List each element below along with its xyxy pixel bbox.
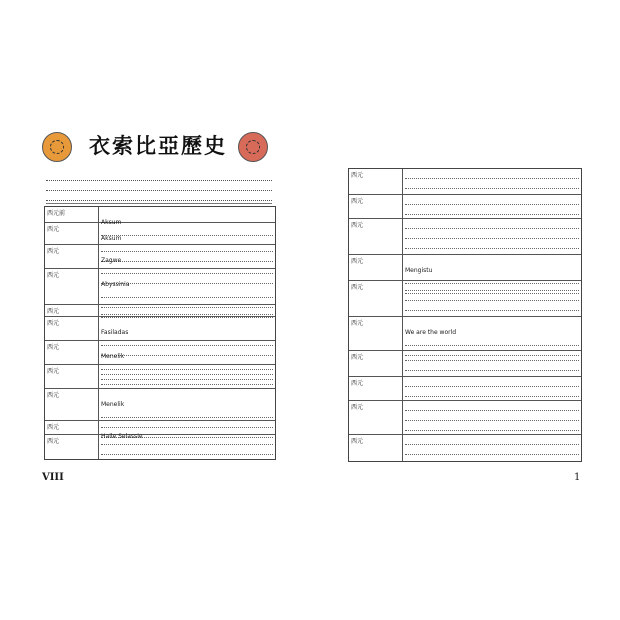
row-date: 西元前 (45, 207, 99, 222)
table-row (349, 317, 581, 351)
table-row (45, 421, 275, 440)
intro-paragraph (46, 171, 272, 204)
row-date: 西元 (349, 195, 403, 218)
table-row (45, 223, 275, 245)
row-date: 西元 (45, 421, 99, 434)
row-date: 西元 (349, 281, 403, 316)
row-date: 西元 (45, 269, 99, 304)
row-keyword: Zagwe (101, 257, 122, 264)
table-row (349, 401, 581, 435)
table-row (349, 281, 581, 317)
row-keyword: Haile Selassie (101, 433, 143, 440)
table-row (45, 305, 275, 317)
row-keyword: Aksum (101, 235, 122, 242)
table-row (45, 435, 275, 459)
row-keyword: Aksum (101, 219, 122, 226)
table-row (45, 341, 275, 365)
row-date: 西元 (349, 401, 403, 434)
row-date: 西元 (349, 169, 403, 194)
table-row (349, 435, 581, 461)
row-date: 西元 (45, 389, 99, 420)
flower-emblem-icon (238, 132, 268, 162)
row-date: 西元 (349, 435, 403, 461)
table-row (45, 207, 275, 226)
row-date: 西元 (45, 365, 99, 388)
row-date: 西元 (45, 223, 99, 244)
timeline-table-left (44, 206, 276, 460)
table-row (45, 317, 275, 341)
row-keyword: Menelik (101, 353, 125, 360)
row-date: 西元 (349, 317, 403, 350)
table-row (349, 377, 581, 401)
row-keyword: Fasiladas (101, 329, 129, 336)
row-date: 西元 (349, 219, 403, 254)
row-keyword: Menelik (101, 401, 125, 408)
table-row (45, 245, 275, 269)
table-row (349, 351, 581, 377)
sun-emblem-icon (42, 132, 72, 162)
row-date: 西元 (45, 317, 99, 340)
header (40, 130, 270, 168)
row-keyword: Mengistu (405, 267, 433, 274)
row-date: 西元 (45, 305, 99, 316)
table-row (349, 195, 581, 219)
table-row (45, 365, 275, 389)
table-row (349, 255, 581, 281)
row-date: 西元 (349, 255, 403, 280)
table-row (349, 219, 581, 255)
page-number-left: VIII (42, 472, 64, 483)
row-date: 西元 (45, 245, 99, 268)
table-row (45, 389, 275, 421)
timeline-table-right (348, 168, 582, 462)
row-date: 西元 (349, 377, 403, 400)
row-keyword: We are the world (405, 329, 457, 336)
table-row (349, 169, 581, 195)
page-number-right: 1 (574, 472, 581, 483)
table-row (45, 269, 275, 305)
row-date: 西元 (45, 435, 99, 459)
page-title: 衣索比亞歷史 (89, 133, 227, 158)
row-date: 西元 (349, 351, 403, 376)
row-date: 西元 (45, 341, 99, 364)
row-keyword: Abyssinia (101, 281, 130, 288)
